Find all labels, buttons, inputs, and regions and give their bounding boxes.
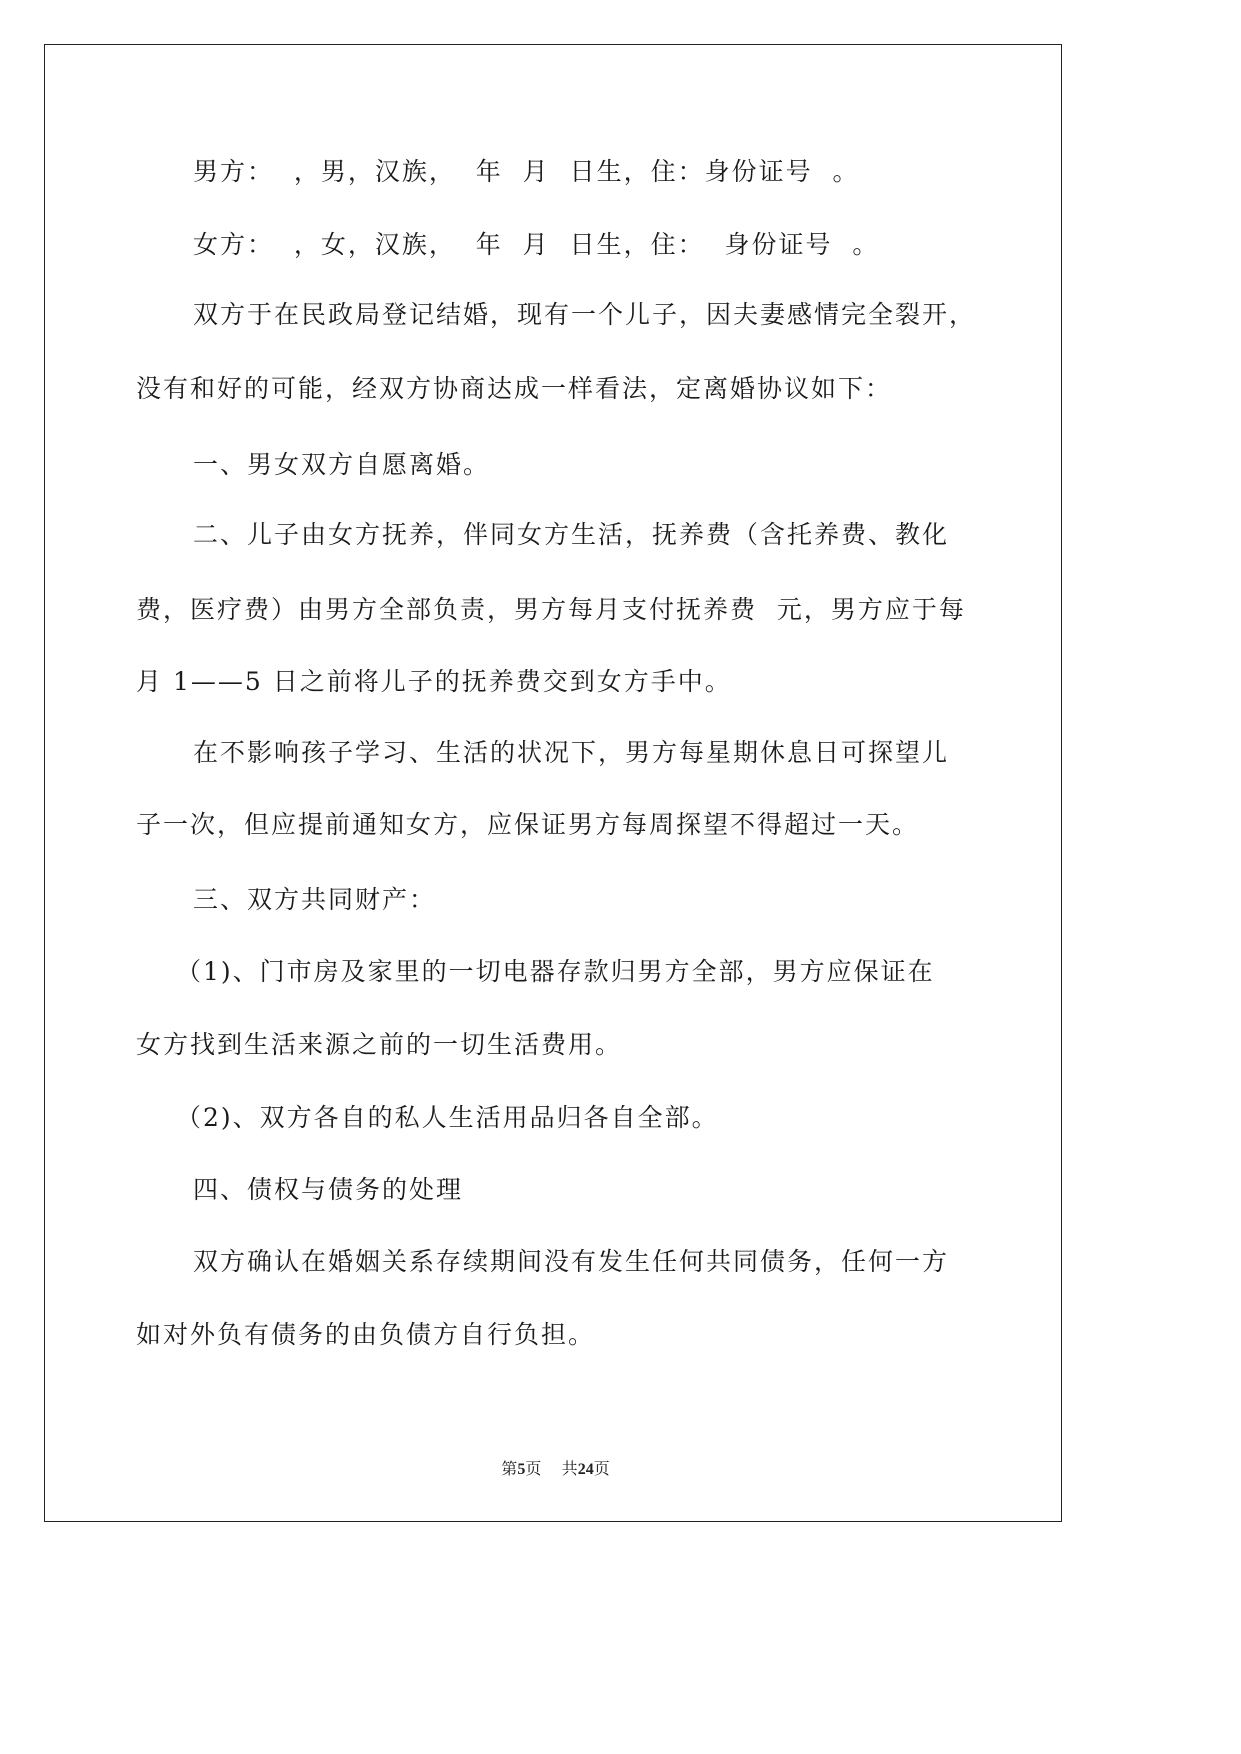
paragraph-line: 女方找到生活来源之前的一切生活费用。: [136, 1030, 623, 1059]
page-prefix: 第: [501, 1459, 518, 1478]
paragraph-line: （2)、双方各自的私人生活用品归各自全部。: [176, 1103, 719, 1132]
total-unit: 页: [593, 1459, 610, 1478]
paragraph-line: 月 1——5 日之前将儿子的抚养费交到女方手中。: [136, 667, 732, 696]
paragraph-line: 二、儿子由女方抚养，伴同女方生活，抚养费（含托养费、教化: [193, 520, 950, 549]
paragraph-line: 子一次，但应提前通知女方，应保证男方每周探望不得超过一天。: [136, 810, 920, 839]
page-footer: [0, 1456, 1111, 1479]
line-man-info: 男方： ，男，汉族， 年 月 日生，住：身份证号 。: [193, 157, 860, 186]
paragraph-line: 双方确认在婚姻关系存续期间没有发生任何共同债务，任何一方: [193, 1247, 950, 1276]
paragraph-line: 没有和好的可能，经双方协商达成一样看法，定离婚协议如下：: [136, 374, 893, 403]
clause-heading-3: 三、双方共同财产：: [193, 885, 437, 914]
paragraph-line: 如对外负有债务的由负债方自行负担。: [136, 1320, 596, 1349]
paragraph-line: 在不影响孩子学习、生活的状况下，男方每星期休息日可探望儿: [193, 738, 950, 767]
page-number: 5: [517, 1461, 526, 1478]
clause-heading-1: 一、男女双方自愿离婚。: [193, 450, 491, 479]
total-pages: 24: [577, 1461, 594, 1478]
paragraph-line: （1)、门市房及家里的一切电器存款归男方全部，男方应保证在: [176, 957, 935, 986]
paragraph-line: 费，医疗费）由男方全部负责，男方每月支付抚养费 元，男方应于每: [136, 595, 966, 624]
page-unit: 页: [525, 1459, 542, 1478]
total-prefix: 共: [561, 1459, 578, 1478]
page-border: [44, 44, 1062, 1522]
clause-heading-4: 四、债权与债务的处理: [193, 1175, 464, 1204]
line-woman-info: 女方： ，女，汉族， 年 月 日生，住： 身份证号 。: [193, 230, 880, 259]
paragraph-line: 双方于在民政局登记结婚，现有一个儿子，因夫妻感情完全裂开，: [193, 300, 977, 329]
